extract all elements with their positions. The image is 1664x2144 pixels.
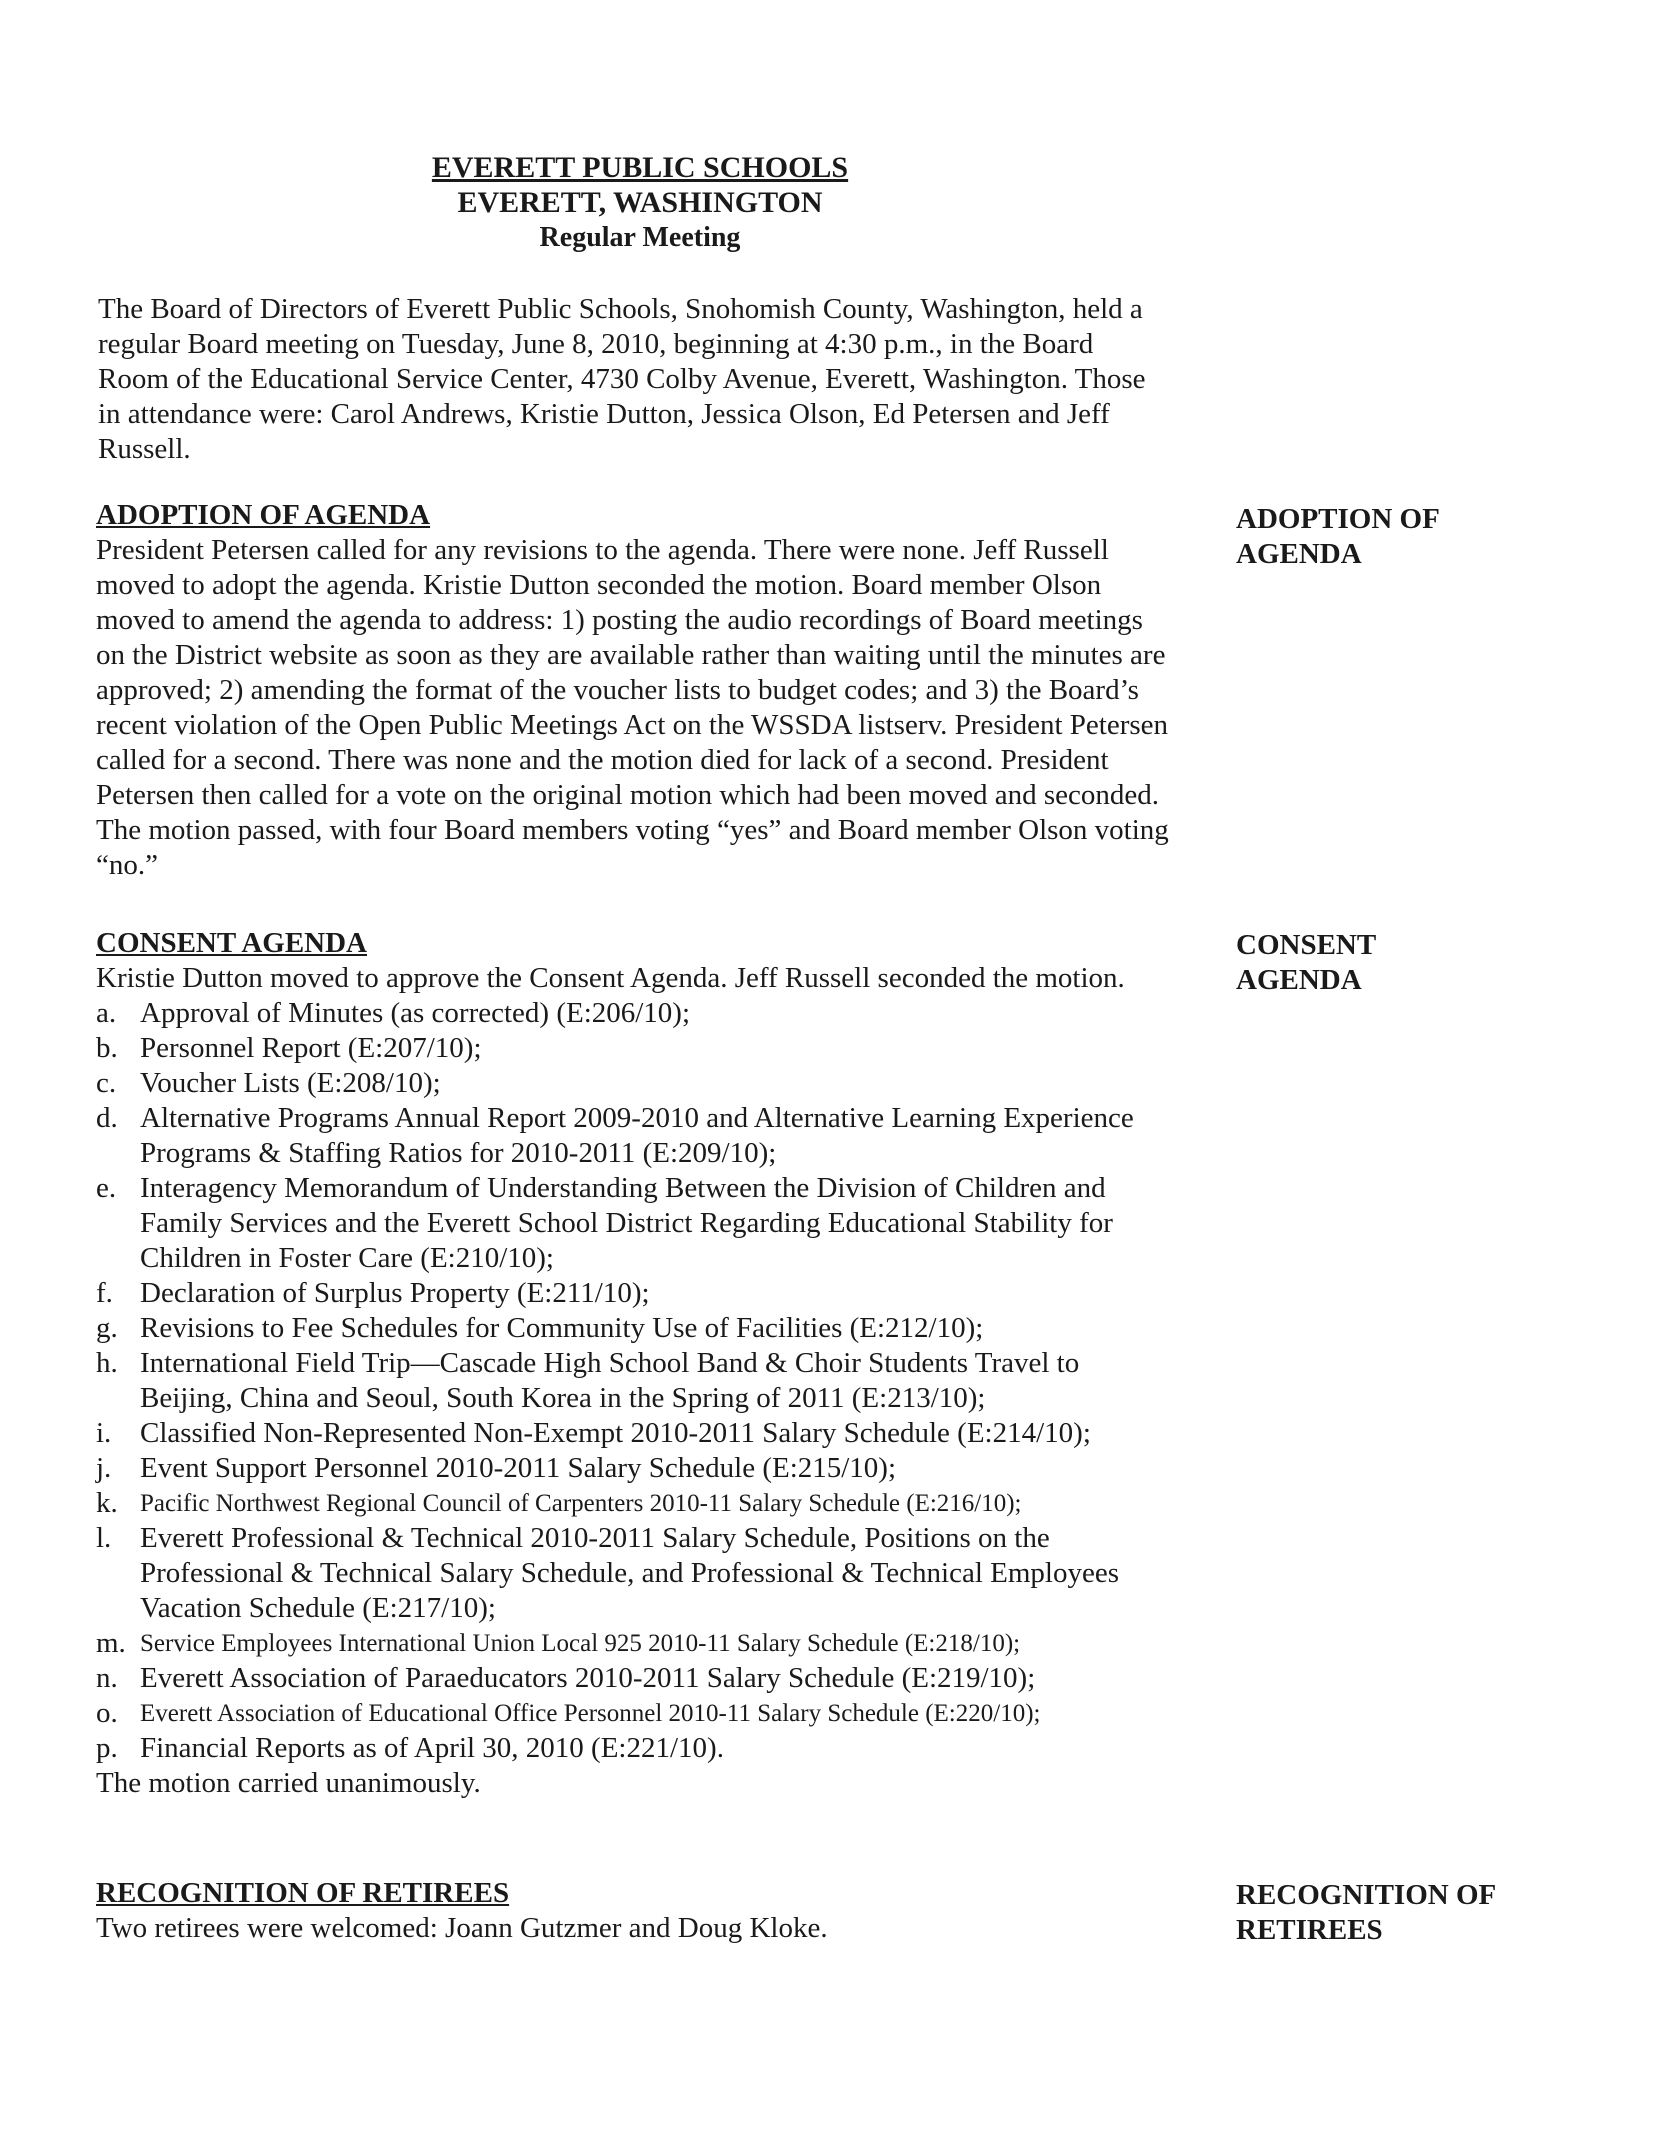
list-item: p. Financial Reports as of April 30, 2010 (E:221/10). [96, 1732, 724, 1764]
consent-margin-heading [1236, 928, 1536, 998]
retirees-text: Two retirees were welcomed: Joann Gutzmer and Doug Kloke. [96, 1912, 828, 1944]
consent-section [96, 926, 1176, 1801]
consent-closing: The motion carried unanimously. [96, 1767, 481, 1799]
list-item: k. Pacific Northwest Regional Council of Carpenters 2010-11 Salary Schedule (E:216/10); [96, 1487, 1022, 1519]
consent-title: CONSENT AGENDA [96, 927, 367, 959]
retirees-margin-line1: RECOGNITION OF [1236, 1879, 1497, 1911]
list-item: e. Interagency Memorandum of Understanding Between the Division of Children and Family Services and the Everett School District Regarding Educational Stability for Children in Foster Care (E:210/10); [96, 1172, 1113, 1274]
retirees-section [96, 1876, 1176, 1946]
list-item: m. Service Employees International Union Local 925 2010-11 Salary Schedule (E:218/10); [96, 1627, 1021, 1659]
list-item: i. Classified Non-Represented Non-Exempt 2010-2011 Salary Schedule (E:214/10); [96, 1417, 1091, 1449]
list-item: f. Declaration of Surplus Property (E:211/10); [96, 1277, 650, 1309]
intro-paragraph: The Board of Directors of Everett Public Schools, Snohomish County, Washington, held a regular Board meeting on Tuesday, June 8, 2010, beginning at 4:30 p.m., in the Board Room of the Educational Service Center, 4730 Colby Avenue, Everett, Washington. Those in attendance were: Carol Andrews, Kristie Dutton, Jessica Olson, Ed Petersen and Jeff Russell. [98, 293, 1146, 465]
consent-margin-line1: CONSENT [1236, 929, 1377, 961]
adoption-text: President Petersen called for any revisions to the agenda. There were none. Jeff Russell moved to adopt the agenda. Kristie Dutton seconded the motion. Board member Olson moved to amend the agenda to address: 1) posting the audio recordings of Board meetings on the District website as soon as they are available rather than waiting until the minutes are approved; 2) amending the format of the voucher lists to budget codes; and 3) the Board’s recent violation of the Open Public Meetings Act on the WSSDA listserv. President Petersen called for a second. There was none and the motion died for lack of a second. President Petersen then called for a vote on the original motion which had been moved and seconded. The motion passed, with four Board members voting “yes” and Board member Olson voting “no.” [96, 534, 1169, 881]
retirees-title: RECOGNITION OF RETIREES [96, 1877, 510, 1909]
retirees-margin-line2: RETIREES [1236, 1914, 1383, 1946]
list-item: d. Alternative Programs Annual Report 2009-2010 and Alternative Learning Experience Programs & Staffing Ratios for 2010-2011 (E:209/10); [96, 1102, 1134, 1169]
consent-margin-line2: AGENDA [1236, 964, 1362, 996]
district-location: EVERETT, WASHINGTON [457, 186, 823, 219]
adoption-section [96, 498, 1176, 883]
list-item: h. International Field Trip—Cascade High School Band & Choir Students Travel to Beijing, China and Seoul, South Korea in the Spring of 2011 (E:213/10); [96, 1347, 1080, 1414]
retirees-margin-heading [1236, 1878, 1536, 1948]
list-item: c. Voucher Lists (E:208/10); [96, 1067, 441, 1099]
list-item: b. Personnel Report (E:207/10); [96, 1032, 482, 1064]
consent-items-list [96, 996, 1176, 1766]
list-item: g. Revisions to Fee Schedules for Community Use of Facilities (E:212/10); [96, 1312, 984, 1344]
meeting-type: Regular Meeting [539, 222, 741, 253]
list-item: a. Approval of Minutes (as corrected) (E:206/10); [96, 997, 691, 1029]
list-item: l. Everett Professional & Technical 2010-2011 Salary Schedule, Positions on the Professional & Technical Salary Schedule, and Professional & Technical Employees Vacation Schedule (E:217/10); [96, 1522, 1120, 1624]
district-name: EVERETT PUBLIC SCHOOLS [431, 151, 849, 184]
list-item: n. Everett Association of Paraeducators 2010-2011 Salary Schedule (E:219/10); [96, 1662, 1036, 1694]
adoption-title: ADOPTION OF AGENDA [96, 499, 431, 531]
consent-text: Kristie Dutton moved to approve the Consent Agenda. Jeff Russell seconded the motion. [96, 962, 1125, 994]
adoption-margin-line1: ADOPTION OF [1236, 503, 1440, 535]
document-header [420, 150, 860, 255]
list-item: o. Everett Association of Educational Office Personnel 2010-11 Salary Schedule (E:220/10); [96, 1697, 1041, 1729]
adoption-margin-line2: AGENDA [1236, 538, 1362, 570]
adoption-margin-heading [1236, 502, 1536, 572]
list-item: j. Event Support Personnel 2010-2011 Salary Schedule (E:215/10); [96, 1452, 897, 1484]
